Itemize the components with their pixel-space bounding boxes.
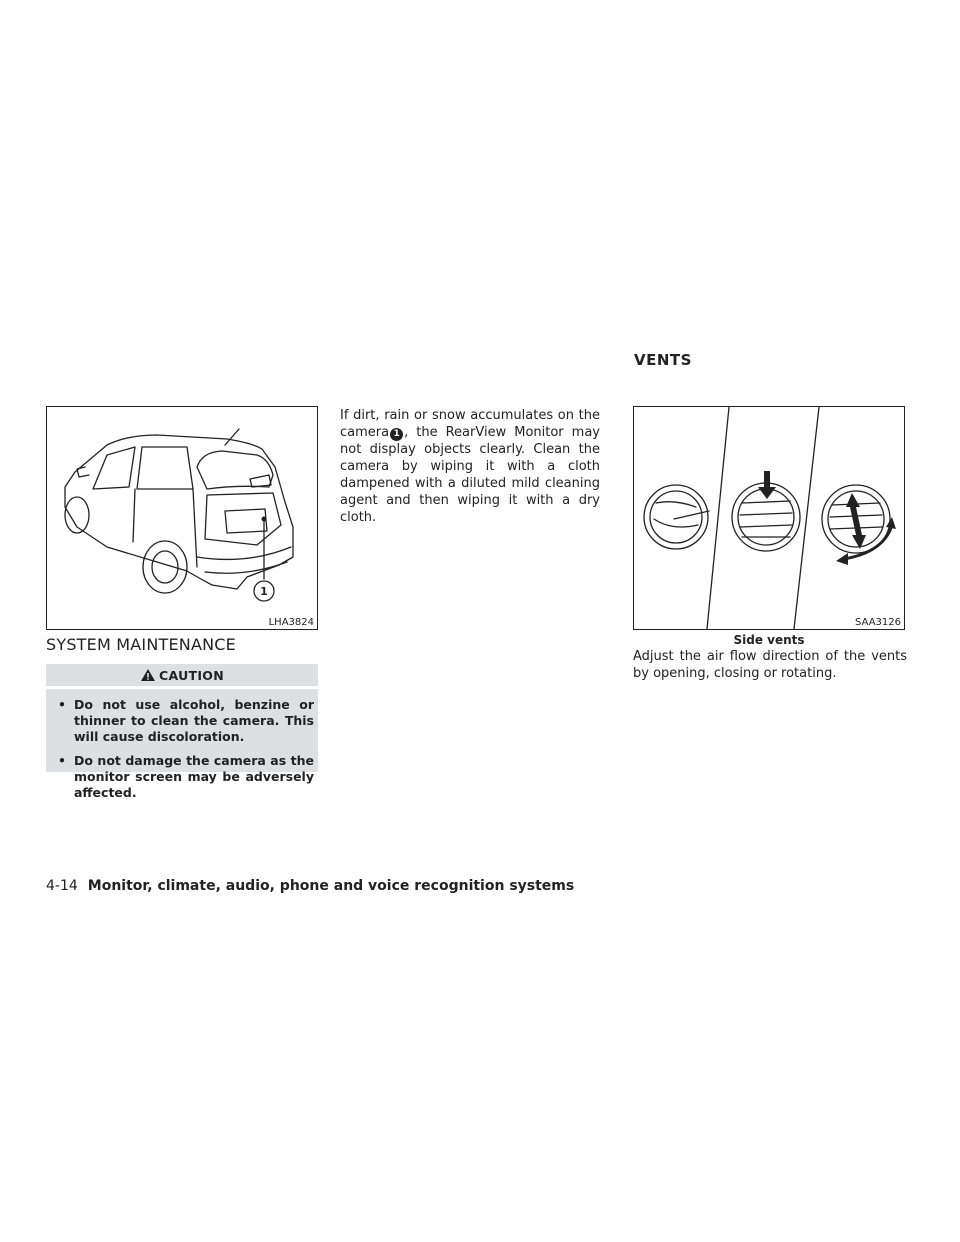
cleaning-text-end: , the RearView Monitor may not display objects clearly. Clean the camera by wiping it with a cloth dampened with a diluted mild cleaning agent and then wiping it with a dry cloth. [340,425,600,525]
side-vents-caption: Side vents [733,633,805,647]
callout-1-badge: 1 [390,428,403,441]
caution-item: • Do not damage the camera as the monitor screen may be adversely affected. [46,753,314,801]
vents-heading: VENTS [634,351,692,369]
side-vents-figure [633,406,905,630]
page-footer [46,878,574,894]
figure-callout-1: 1 [260,585,268,598]
caution-label: CAUTION [159,667,224,683]
chapter-title: Monitor, climate, audio, phone and voice recognition systems [87,878,575,894]
caution-header [46,664,318,686]
cleaning-text-start: If dirt, rain or snow accumulates on the camera [340,408,600,440]
vents-paragraph: Adjust the air flow direction of the vents by opening, closing or rotating. [633,649,907,681]
figure-code: SAA3126 [855,617,901,628]
car-rear-illustration [47,407,317,629]
caution-item: • Do not use alcohol, benzine or thinner to clean the camera. This will cause discoloration. [46,697,314,745]
warning-icon [140,668,156,682]
figure-code: LHA3824 [268,617,314,628]
side-vents-illustration [634,407,904,629]
system-maintenance-heading: SYSTEM MAINTENANCE [46,635,236,654]
caution-list [46,689,318,809]
caution-box [46,664,318,800]
rear-camera-figure [46,406,318,630]
page-number: 4-14 [46,878,78,894]
camera-cleaning-paragraph [340,407,600,526]
